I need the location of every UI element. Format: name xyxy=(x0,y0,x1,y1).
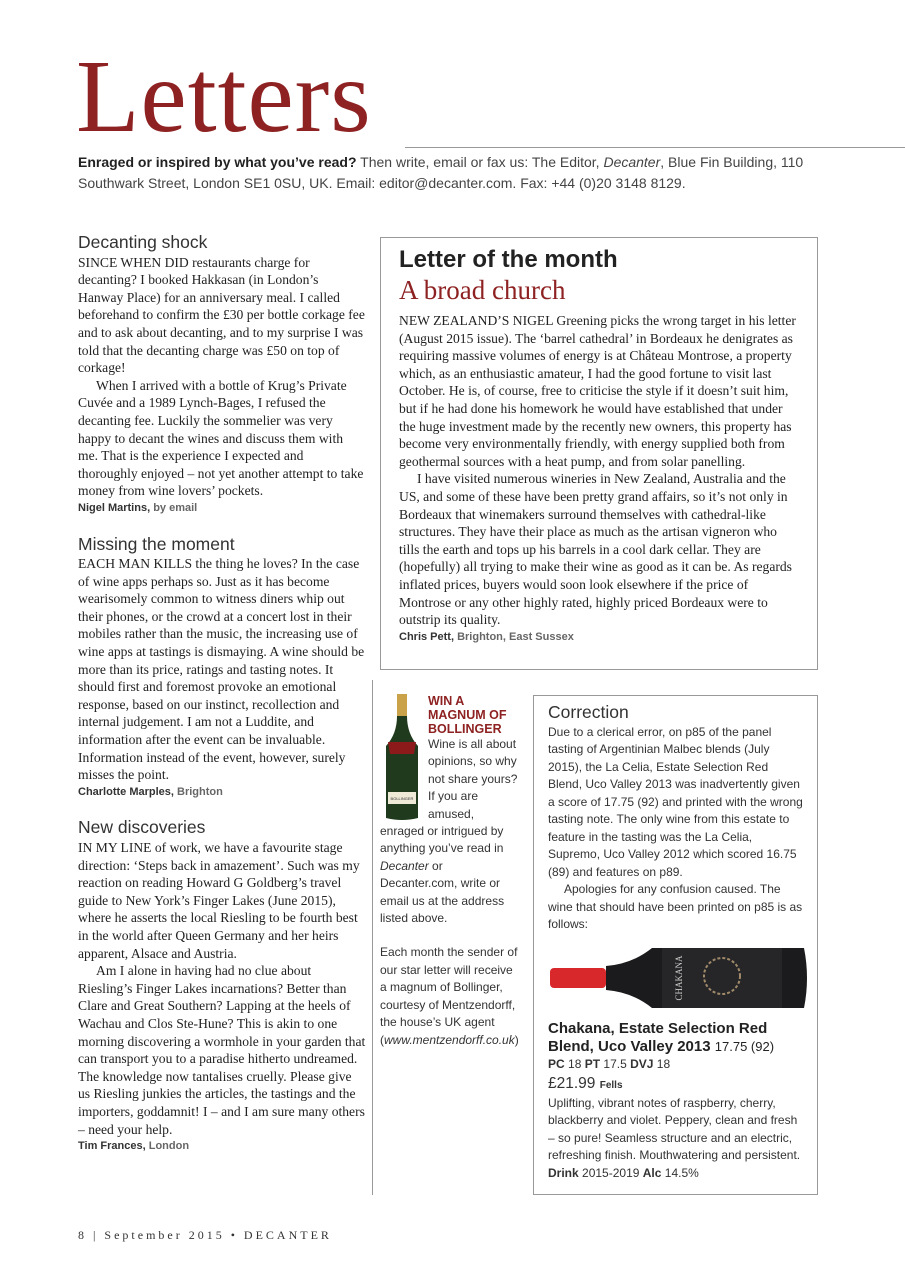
letter xyxy=(78,533,366,802)
alc-label: Alc xyxy=(642,1165,662,1180)
intro-text-1: Then write, email or fax us: The Editor, xyxy=(356,154,604,170)
win-text: Each month the sender of our star letter will receive a magnum of Bollinger, courtesy of Mentzendorff, the house’s UK agent ( xyxy=(380,945,518,1047)
mentzendorff-link[interactable]: www.mentzendorff.co.uk xyxy=(384,1032,515,1047)
location: Brighton xyxy=(177,785,223,798)
bottle-label-text: BOLLINGER xyxy=(390,796,414,801)
tasting-note-text: Uplifting, vibrant notes of raspberry, cherry, blackberry and violet. Peppery, clean and fresh – so pure! Seamless structure and an electric, refreshing finish. Mouthwatering and persistent. xyxy=(548,1095,801,1162)
panel-taster: PC xyxy=(548,1056,565,1071)
tasting-note xyxy=(548,1095,803,1183)
bollinger-bottle-image xyxy=(380,694,424,822)
author: Tim Frances, xyxy=(78,1140,146,1153)
intro-magazine: Decanter xyxy=(603,154,661,170)
letter-heading: Decanting shock xyxy=(78,232,208,252)
intro-text xyxy=(78,152,838,194)
drink-window: 2015-2019 xyxy=(582,1165,640,1180)
location: Brighton, East Sussex xyxy=(457,630,574,643)
stockist: Fells xyxy=(599,1080,623,1091)
chakana-bottle-image xyxy=(542,942,809,1014)
correction-heading: Correction xyxy=(548,702,629,722)
title-rule xyxy=(405,147,905,148)
location: by email xyxy=(153,501,198,514)
win-bollinger-panel xyxy=(380,694,520,1049)
letter-signature xyxy=(399,629,799,647)
win-text: or Decanter.com, write or email us at the address listed above. xyxy=(380,858,505,926)
letter-paragraph: Am I alone in having had no clue about Riesling’s Finger Lakes incarnations? Better than Clare and Great Southern? Lapping at the heels of Wachau and Clos Ste-Hune? This is akin to one morning discovering a wormhole in your garden that can transport you to a paradise hitherto undreamed. The knowledge now tantalises cruelly. Please give us Riesling junkies the articles, the tastings and the importers, goddamnit! I – and I am sure many others – need your help. xyxy=(78,963,366,1137)
author: Chris Pett, xyxy=(399,630,455,643)
wine-name: Chakana, Estate Selection Red Blend, Uco Valley 2013 xyxy=(548,1019,768,1055)
correction-paragraph: Apologies for any confusion caused. The wine that should have been printed on p85 is as follows: xyxy=(548,882,803,931)
letter-paragraph: I have visited numerous wineries in New Zealand, Australia and the US, and some of these have been pretty grand affairs, so it’s not only in Bordeaux that winemakers surround themselves with cathedral-like structures. They have their place as much as the artisan vigneron who tills the earth and tops up his barrels in a cool dark cellar. They are (hopefully) all trying to make their wine as good as it can be. As regards inflated prices, buyers would soon look elsewhere if the price of Montrose or any other highly rated, highly priced Bordeaux were to outstrip its quality. xyxy=(399,471,792,628)
correction-paragraph: Due to a clerical error, on p85 of the panel tasting of Argentinian Malbec blends (July 2015), the La Celia, Estate Selection Red Blend, Uco Valley 2013 was inadvertently given a score of 17.75 (92) and printed with the wrong tasting note. The only wine from this estate to feature in the tasting was the La Celia, Supremo, Uco Valley 2012 which scored 16.75 (89) and features on p89. xyxy=(548,724,803,879)
correction-box xyxy=(533,695,818,1195)
letter-of-the-month-box xyxy=(380,237,818,670)
intro-text-2: , Blue Fin Building, 110 Southwark Street, London SE1 0SU, UK. Email: editor@decanter.com. Fax: +44 (0)20 3148 8129. xyxy=(78,154,804,191)
bottle-label-text: CHAKANA xyxy=(674,955,684,1000)
letters-column xyxy=(78,234,366,1174)
wine-score: 17.75 (92) xyxy=(714,1038,775,1054)
wine-price: £21.99 xyxy=(548,1075,596,1092)
letter xyxy=(78,234,366,518)
panel-score: 18 xyxy=(656,1056,671,1071)
letter-paragraph: IN MY LINE of work, we have a favourite stage direction: ‘Steps back in amazement’. Such was my reaction on reading Howard G Goldberg’s travel guide to New York’s Finger Lakes (June 2015), where he asserts the local Riesling to be fourth best in the world after Queen Germany and her heirs apparent, Alsace and Austria. xyxy=(78,840,360,961)
panel-score: 17.5 xyxy=(603,1056,627,1071)
letter-signature xyxy=(78,1138,366,1156)
win-text: ) xyxy=(514,1032,519,1047)
panel-taster: PT xyxy=(584,1056,601,1071)
letter-paragraph: NEW ZEALAND’S NIGEL Greening picks the wrong target in his letter (August 2015 issue). The ‘barrel cathedral’ in Bordeaux he denigrates as requiring massive volumes of energy is at Château Montrose, a property which, as an enthusiastic amateur, I had the good fortune to visit last October. He is, of course, free to criticise the style if it doesn’t suit him, but if he had done his homework he would have established that under the huge investment made by the recently new owners, this property has become very environmentally friendly, with energy supplied both from geothermal sources with a heat pump, and from solar panelling. xyxy=(399,313,796,469)
drink-label: Drink xyxy=(548,1165,579,1180)
column-divider xyxy=(372,680,373,1195)
alcohol: 14.5% xyxy=(664,1165,699,1180)
letter-signature xyxy=(78,500,366,518)
wine-title xyxy=(548,1020,803,1056)
page-footer: 8 | September 2015 • DECANTER xyxy=(78,1228,332,1242)
intro-lead: Enraged or inspired by what you’ve read? xyxy=(78,154,357,170)
panel-scores xyxy=(548,1056,803,1074)
win-paragraph xyxy=(380,944,520,1048)
letter-of-month-heading: A broad church xyxy=(399,275,566,305)
page-title: Letters xyxy=(76,39,372,154)
letter xyxy=(78,819,366,1155)
author: Nigel Martins, xyxy=(78,501,151,514)
letter-paragraph: When I arrived with a bottle of Krug’s Private Cuvée and a 1989 Lynch-Bages, I refused the decanting fee. Luckily the sommelier was very happy to decant the wines and discuss them with me. That is the experience I expected and thoroughly enjoyed – not yet another attempt to take money from wine lovers’ pockets. xyxy=(78,377,364,499)
panel-taster: DVJ xyxy=(630,1056,654,1071)
letter-paragraph: EACH MAN KILLS the thing he loves? In the case of wine apps perhaps so. Just as it has become wearisomely common to witness diners whip out their phones, or the crowd at a concert lost in their mobiles rather than the music, the increasing use of wine apps at tastings is dismaying. A wine should be more than its price, ratings and tasting notes. It should first and foremost provoke an emotional response, based on our instinct, recollection and internal judgement. I am not a Luddite, and information after the event can be invaluable. Information instead of the event, however, surely misses the point. xyxy=(78,556,365,783)
letter-of-month-label: Letter of the month xyxy=(399,246,618,273)
panel-score: 18 xyxy=(568,1056,582,1071)
location: London xyxy=(148,1140,190,1153)
letter-heading: New discoveries xyxy=(78,817,206,838)
wine-price-line xyxy=(548,1075,803,1095)
letter-signature xyxy=(78,784,366,802)
letter-heading: Missing the moment xyxy=(78,533,235,554)
win-text: Wine is all about opinions, so why not share yours? If you are amused, enraged or intrigued by anything you’ve read in xyxy=(380,737,518,856)
win-heading: WIN A MAGNUM OF BOLLINGER xyxy=(428,694,507,736)
win-magazine: Decanter xyxy=(380,858,429,873)
letter-paragraph: SINCE WHEN DID restaurants charge for decanting? I booked Hakkasan (in London’s Hanway Place) for an anniversary meal. I called beforehand to confirm the £30 per bottle corkage fee and to ask about decanting, and to my surprise I was told that the decanting charge was £50 on top of corkage! xyxy=(78,254,365,376)
author: Charlotte Marples, xyxy=(78,785,174,798)
